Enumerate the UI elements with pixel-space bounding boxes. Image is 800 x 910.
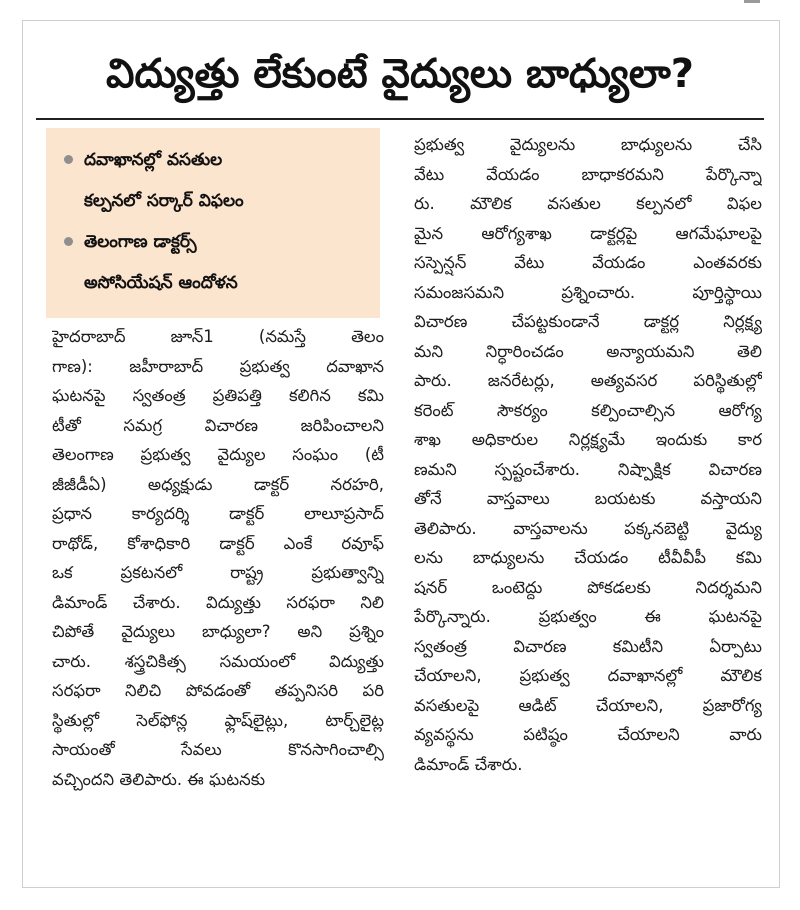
body-text-line: విచారణ చేపట్టకుండానే డాక్టర్ల నిర్లక్ష్య [414,312,762,331]
body-text-line: వ్యవస్థను పటిష్ఠం చేయాలని వారు [414,725,762,744]
highlight-line: దవాఖానల్లో వసతుల [84,150,223,170]
body-text-line: చారు. శస్త్రచికిత్స సమయంలో విద్యుత్తు [52,651,384,671]
body-text-line: జీజీడీఏ) అధ్యక్షుడు డాక్టర్ నరహరి, [52,474,384,494]
body-text-line: డిమాండ్ చేశారు. [414,754,523,774]
body-text-line: చిపోతే వైద్యులు బాధ్యులా? అని ప్రశ్నిం [52,622,384,641]
body-text-line: షనర్ ఒంటెద్దు పోకడలకు నిదర్శమని [414,577,762,597]
body-text-line: సరఫరా నిలిచి పోవడంతో తప్పనిసరి పరి [52,681,384,700]
body-text-line: పారు. జనరేటర్లు, అత్యవసర పరిస్థితుల్లో [414,371,762,390]
highlight-item [62,140,370,222]
article-body-left-column [52,322,384,794]
body-text-line: స్థితుల్లో సెల్‌ఫోన్ల ఫ్లాష్‌లైట్లు, టార్చ్‌లైట్ల [52,710,384,730]
body-text-line: డిమాండ్ చేశారు. విద్యుత్తు సరఫరా నిలి [52,592,384,612]
body-text-line: చేయాలని, ప్రభుత్వ దవాఖానల్లో మౌలిక [414,666,762,685]
headline-rule [36,118,764,120]
bullet-icon [64,155,73,164]
body-text-line: టీతో సమగ్ర విచారణ జరిపించాలని [52,415,384,435]
body-text-line: వచ్చిందని తెలిపారు. ఈ ఘటనకు [52,769,266,789]
page-corner-mark [744,0,760,3]
body-text-line: ప్రధాన కార్యదర్శి డాక్టర్ లాలూప్రసాద్ [52,504,384,523]
body-text-line: సమంజసమని ప్రశ్నించారు. పూర్తిస్థాయి [414,282,762,302]
article-headline: విద్యుత్తు లేకుంటే వైద్యులు బాధ్యులా? [106,51,694,97]
bullet-icon [64,237,73,246]
body-text-line: తోనే వాస్తవాలు బయటకు వస్తాయని [414,489,762,508]
highlight-line: తెలంగాణ డాక్టర్స్ [84,232,197,252]
highlights-box [46,128,380,318]
body-text-line: పేర్కొన్నారు. ప్రభుత్వం ఈ ఘటనపై [414,607,762,626]
body-text-line: వేటు వేయడం బాధాకరమని పేర్కొన్నా [414,164,762,184]
highlight-line: అసోసియేషన్ ఆందోళన [84,273,238,293]
top-edge [22,0,780,4]
body-text-line: మని నిర్ధారించడం అన్యాయమని తెలి [414,341,762,361]
body-text-line: స్వతంత్ర విచారణ కమిటీని ఏర్పాటు [414,636,762,656]
body-text-line: కరెంట్ సౌకర్యం కల్పించాల్సిన ఆరోగ్య [414,400,762,420]
body-text-line: ణమని స్పష్టంచేశారు. నిష్పాక్షిక విచారణ [414,459,762,479]
highlight-item [62,222,370,304]
body-text-line: తెలిపారు. వాస్తవాలను పక్కనబెట్టి వైద్యు [414,518,762,538]
body-text-line: మైన ఆరోగ్యశాఖ డాక్టర్లపై ఆగమేఘాలపై [414,223,762,243]
body-text-line: ప్రభుత్వ వైద్యులను బాధ్యులను చేసి [414,135,762,154]
body-text-line: తెలంగాణ ప్రభుత్వ వైద్యుల సంఘం (టీ [52,445,384,464]
body-text-line: వసతులపై ఆడిట్ చేయాలని, ప్రజారోగ్య [414,695,762,715]
article-body-right-column [414,130,762,779]
body-text-line: సాయంతో సేవలు కొనసాగించాల్సి [52,740,384,759]
body-text-line: రాథోడ్, కోశాధికారి డాక్టర్ ఎంకే రవూఫ్ [52,533,384,553]
body-text-line: గాణ): జహీరాబాద్ ప్రభుత్వ దవాఖాన [52,356,384,376]
body-text-line: లను బాధ్యులను చేయడం టీవీవీపీ కమి [414,548,762,567]
body-text-line: రు. మౌలిక వసతుల కల్పనలో విఫల [414,194,762,213]
body-text-line: ఒక ప్రకటనలో రాష్ట్ర ప్రభుత్వాన్ని [52,563,384,582]
body-text-line: ఘటనపై స్వతంత్ర ప్రతిపత్తి కలిగిన కమి [52,386,384,405]
highlight-line: కల్పనలో సర్కార్ విఫలం [84,191,244,211]
body-text-line: సస్పెన్షన్ వేటు వేయడం ఎంతవరకు [414,253,762,272]
body-text-line: హైదరాబాద్ జూన్1 (నమస్తే తెలం [52,327,384,346]
body-text-line: శాఖ అధికారుల నిర్లక్ష్యమే ఇందుకు కార [414,430,762,449]
